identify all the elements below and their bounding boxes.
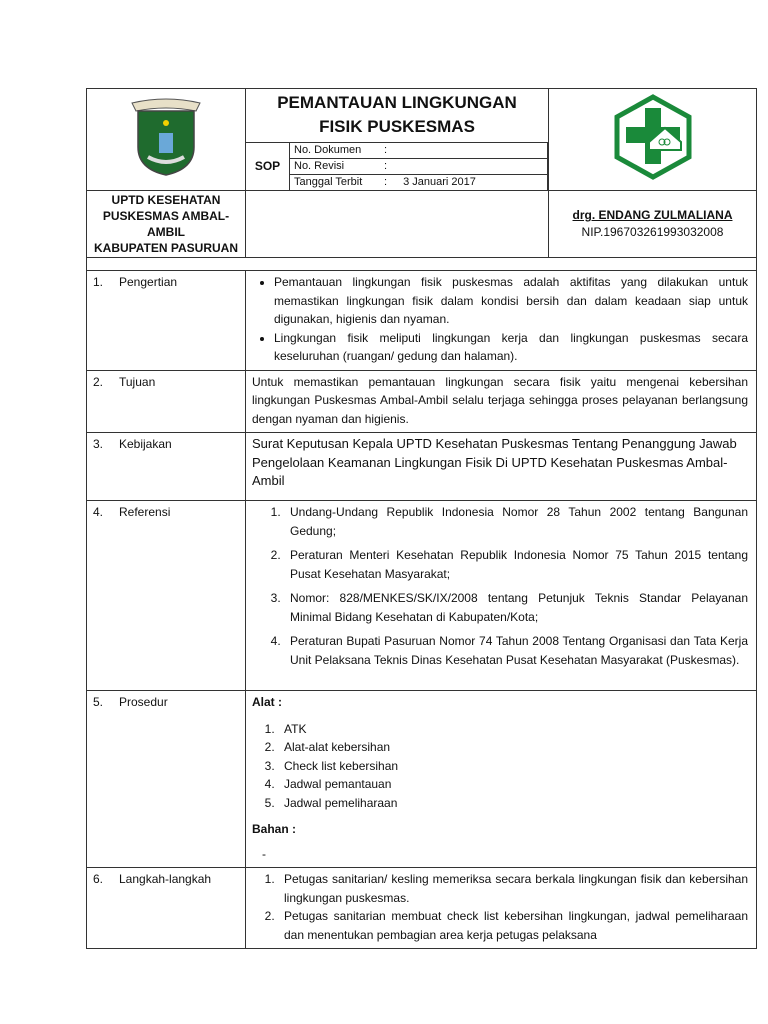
section-tujuan xyxy=(87,370,757,433)
alat-label: Alat : xyxy=(252,695,282,709)
section-pengertian xyxy=(87,271,757,371)
list-item: 2. Petugas sanitarian membuat check list kebersihan lingkungan, jadwal pemeliharaan dan menentukan pembagian area kerja petugas pelaksana xyxy=(278,907,748,944)
field-label: No. Dokumen xyxy=(294,144,362,156)
sop-label: SOP xyxy=(246,143,290,191)
field-no-dokumen xyxy=(290,143,548,159)
right-logo-cell xyxy=(549,89,757,191)
field-sep: : xyxy=(384,144,388,156)
signer-nip: NIP.196703261993032008 xyxy=(581,225,724,239)
section-number: 4. xyxy=(93,505,104,519)
list-item: 2. Peraturan Menteri Kesehatan Republik Indonesia Nomor 75 Tahun 2015 tentang Pusat Kesehatan Masyarakat; xyxy=(284,546,748,583)
bahan-value: - xyxy=(262,846,266,861)
document-title xyxy=(246,89,548,139)
list-item: 4. Peraturan Bupati Pasuruan Nomor 74 Tahun 2008 Tentang Organisasi dan Tata Kerja Unit Pelaksana Teknis Dinas Kesehatan Pusat Kesehatan Masyarakat (Puskesmas). xyxy=(284,632,748,669)
section-title: Kebijakan xyxy=(119,437,172,451)
field-tanggal-terbit xyxy=(290,175,548,191)
section-referensi xyxy=(87,501,757,691)
document-info-table xyxy=(245,142,548,191)
section-number: 6. xyxy=(93,872,104,886)
organization-name xyxy=(87,191,246,258)
section-number: 1. xyxy=(93,275,104,289)
org-line: UPTD KESEHATAN xyxy=(111,193,221,207)
section-label xyxy=(87,271,246,371)
list-item: • Pemantauan lingkungan fisik puskesmas adalah aktifitas yang dilakukan untuk memastikan lingkungan fisik dalam kondisi bersih dan dalam keadaan siap untuk digunakan, higienis dan nyaman. xyxy=(274,273,748,329)
section-label xyxy=(87,433,246,501)
empty-cell xyxy=(246,191,549,258)
section-prosedur xyxy=(87,691,757,868)
list-item: 3. Nomor: 828/MENKES/SK/IX/2008 tentang Petunjuk Teknis Standar Pelayanan Minimal Bidang Kesehatan di Kabupaten/Kota; xyxy=(284,589,748,626)
list-item: 1. Undang-Undang Republik Indonesia Nomor 28 Tahun 2002 tentang Bangunan Gedung; xyxy=(284,503,748,540)
section-number: 5. xyxy=(93,695,104,709)
section-label xyxy=(87,868,246,949)
list-item: 3. Check list kebersihan xyxy=(278,757,748,776)
list-item: 4. Jadwal pemantauan xyxy=(278,775,748,794)
org-line: PUSKESMAS AMBAL- xyxy=(102,209,230,223)
section-number: 3. xyxy=(93,437,104,451)
org-line: AMBIL xyxy=(147,225,185,239)
field-no-revisi xyxy=(290,159,548,175)
field-label: Tanggal Terbit xyxy=(294,176,363,188)
sop-header-table xyxy=(86,88,757,949)
field-value: 3 Januari 2017 xyxy=(403,176,476,188)
section-label xyxy=(87,501,246,691)
section-title: Pengertian xyxy=(119,275,178,289)
puskesmas-logo-icon xyxy=(613,94,693,180)
kabupaten-emblem-icon xyxy=(128,97,204,177)
left-logo-cell xyxy=(87,89,246,191)
section-label xyxy=(87,691,246,868)
section-title: Referensi xyxy=(119,505,171,519)
signer-name: drg. ENDANG ZULMALIANA xyxy=(572,208,733,222)
list-item: • Lingkungan fisik meliputi lingkungan kerja dan lingkungan puskesmas secara keseluruhan (ruangan/ gedung dan halaman). xyxy=(274,329,748,366)
bahan-label: Bahan : xyxy=(252,822,297,836)
section-title: Prosedur xyxy=(119,695,168,709)
title-line-1: PEMANTAUAN LINGKUNGAN xyxy=(277,93,517,112)
org-line: KABUPATEN PASURUAN xyxy=(94,241,238,255)
section-title: Langkah-langkah xyxy=(119,872,212,886)
section-langkah xyxy=(87,868,757,949)
field-sep: : xyxy=(384,160,388,172)
section-text: Surat Keputusan Kepala UPTD Kesehatan Puskesmas Tentang Penanggung Jawab Pengelolaan Keamanan Lingkungan Fisik Di UPTD Kesehatan Puskesmas Ambal-Ambil xyxy=(246,433,757,501)
section-title: Tujuan xyxy=(119,374,156,389)
section-kebijakan xyxy=(87,433,757,501)
title-line-2: FISIK PUSKESMAS xyxy=(319,117,475,136)
signer-block xyxy=(549,191,757,258)
field-sep: : xyxy=(384,176,388,188)
sop-document xyxy=(86,88,756,949)
field-label: No. Revisi xyxy=(294,160,345,172)
list-item: 1. Petugas sanitarian/ kesling memeriksa secara berkala lingkungan fisik dan kebersihan lingkungan puskesmas. xyxy=(278,870,748,907)
section-number: 2. xyxy=(93,374,104,389)
section-label xyxy=(87,370,246,433)
list-item: 2. Alat-alat kebersihan xyxy=(278,738,748,757)
list-item: 5. Jadwal pemeliharaan xyxy=(278,794,748,813)
list-item: 1. ATK xyxy=(278,720,748,739)
spacer-row xyxy=(87,258,757,271)
section-text: Untuk memastikan pemantauan lingkungan secara fisik yaitu mengenai kebersihan lingkungan Puskesmas Ambal-Ambil selalu terjaga sehingga proses pelayanan berlangsung dengan nyaman dan higienis. xyxy=(246,370,757,433)
